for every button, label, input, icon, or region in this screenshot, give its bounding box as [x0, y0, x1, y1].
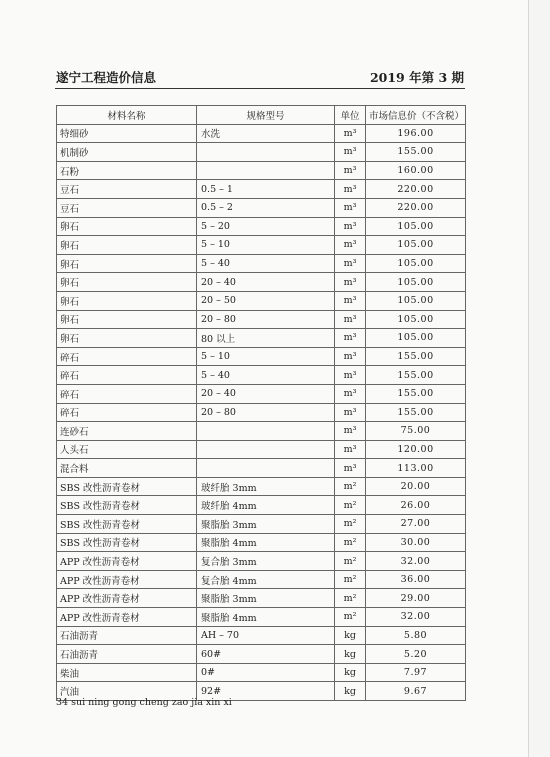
price-cell: 155.00 — [366, 143, 466, 162]
material-name-cell: 卵石 — [57, 254, 197, 273]
spec-cell: 20 – 40 — [197, 273, 335, 292]
unit-cell: m² — [335, 515, 366, 534]
price-cell: 220.00 — [366, 198, 466, 217]
spec-cell: 玻纤胎 3mm — [197, 477, 335, 496]
spec-cell: 5 – 40 — [197, 366, 335, 385]
spec-cell — [197, 161, 335, 180]
unit-cell: m³ — [335, 440, 366, 459]
material-name-cell: 石粉 — [57, 161, 197, 180]
price-cell: 5.20 — [366, 645, 466, 664]
table-row — [57, 124, 466, 143]
unit-cell: m² — [335, 496, 366, 515]
table-row — [57, 143, 466, 162]
price-cell: 105.00 — [366, 217, 466, 236]
material-name-cell: 卵石 — [57, 329, 197, 348]
unit-cell: m³ — [335, 459, 366, 478]
table-row — [57, 533, 466, 552]
spec-cell: 水洗 — [197, 124, 335, 143]
table-row — [57, 180, 466, 199]
table-row — [57, 552, 466, 571]
spec-cell: 20 – 40 — [197, 384, 335, 403]
spec-cell: 复合胎 3mm — [197, 552, 335, 571]
table-row — [57, 217, 466, 236]
page-footer: 34 sui ning gong cheng zao jia xin xi — [56, 697, 232, 708]
table-row — [57, 291, 466, 310]
price-cell: 75.00 — [366, 422, 466, 441]
unit-cell: m³ — [335, 291, 366, 310]
price-cell: 105.00 — [366, 273, 466, 292]
unit-cell: m³ — [335, 180, 366, 199]
table-row — [57, 570, 466, 589]
table-row — [57, 254, 466, 273]
table-row — [57, 347, 466, 366]
price-cell: 105.00 — [366, 291, 466, 310]
spec-cell: 复合胎 4mm — [197, 570, 335, 589]
unit-cell: m³ — [335, 124, 366, 143]
unit-cell: m² — [335, 589, 366, 608]
unit-cell: m³ — [335, 254, 366, 273]
spec-cell: AH – 70 — [197, 626, 335, 645]
price-cell: 196.00 — [366, 124, 466, 143]
unit-cell: m³ — [335, 403, 366, 422]
spec-cell — [197, 440, 335, 459]
table-row — [57, 459, 466, 478]
table-row — [57, 496, 466, 515]
price-cell: 155.00 — [366, 403, 466, 422]
spec-cell: 0# — [197, 663, 335, 682]
spec-cell: 聚脂胎 3mm — [197, 589, 335, 608]
table-row — [57, 366, 466, 385]
material-name-cell: 人头石 — [57, 440, 197, 459]
material-name-cell: APP 改性沥青卷材 — [57, 589, 197, 608]
spec-cell: 20 – 50 — [197, 291, 335, 310]
header-material-name: 材料名称 — [57, 106, 197, 125]
price-cell: 5.80 — [366, 626, 466, 645]
material-name-cell: 豆石 — [57, 180, 197, 199]
material-name-cell: SBS 改性沥青卷材 — [57, 496, 197, 515]
price-cell: 32.00 — [366, 608, 466, 627]
material-name-cell: 石油沥青 — [57, 626, 197, 645]
spec-cell — [197, 143, 335, 162]
table-row — [57, 663, 466, 682]
spec-cell: 5 – 40 — [197, 254, 335, 273]
unit-cell: kg — [335, 663, 366, 682]
unit-cell: m³ — [335, 198, 366, 217]
price-table — [56, 105, 466, 701]
material-name-cell: 碎石 — [57, 403, 197, 422]
unit-cell: m³ — [335, 143, 366, 162]
unit-cell: m³ — [335, 217, 366, 236]
material-name-cell: 混合料 — [57, 459, 197, 478]
spec-cell: 聚脂胎 4mm — [197, 608, 335, 627]
price-cell: 29.00 — [366, 589, 466, 608]
spec-cell: 92# — [197, 682, 335, 701]
material-name-cell: 卵石 — [57, 236, 197, 255]
spec-cell: 玻纤胎 4mm — [197, 496, 335, 515]
spec-cell: 60# — [197, 645, 335, 664]
material-name-cell: 特细砂 — [57, 124, 197, 143]
spec-cell — [197, 459, 335, 478]
table-row — [57, 403, 466, 422]
price-cell: 7.97 — [366, 663, 466, 682]
table-row — [57, 273, 466, 292]
table-row — [57, 236, 466, 255]
unit-cell: m² — [335, 570, 366, 589]
unit-cell: m³ — [335, 161, 366, 180]
price-cell: 155.00 — [366, 384, 466, 403]
material-name-cell: APP 改性沥青卷材 — [57, 570, 197, 589]
unit-cell: kg — [335, 626, 366, 645]
material-name-cell: 柴油 — [57, 663, 197, 682]
material-name-cell: 卵石 — [57, 273, 197, 292]
price-cell: 105.00 — [366, 254, 466, 273]
unit-cell: kg — [335, 645, 366, 664]
price-cell: 27.00 — [366, 515, 466, 534]
material-name-cell: 卵石 — [57, 217, 197, 236]
price-cell: 9.67 — [366, 682, 466, 701]
table-body — [57, 124, 466, 700]
unit-cell: m³ — [335, 273, 366, 292]
table-row — [57, 310, 466, 329]
unit-cell: m² — [335, 477, 366, 496]
spec-cell: 5 – 20 — [197, 217, 335, 236]
table-row — [57, 589, 466, 608]
price-cell: 26.00 — [366, 496, 466, 515]
header-unit: 单位 — [335, 106, 366, 125]
price-cell: 105.00 — [366, 310, 466, 329]
spec-cell: 聚脂胎 3mm — [197, 515, 335, 534]
price-cell: 160.00 — [366, 161, 466, 180]
price-cell: 105.00 — [366, 329, 466, 348]
unit-cell: m³ — [335, 329, 366, 348]
table-row — [57, 645, 466, 664]
unit-cell: m² — [335, 533, 366, 552]
unit-cell: m³ — [335, 366, 366, 385]
price-cell: 105.00 — [366, 236, 466, 255]
material-name-cell: 豆石 — [57, 198, 197, 217]
material-name-cell: 汽油 — [57, 682, 197, 701]
price-cell: 20.00 — [366, 477, 466, 496]
spec-cell: 5 – 10 — [197, 236, 335, 255]
table-row — [57, 608, 466, 627]
table-row — [57, 515, 466, 534]
unit-cell: m³ — [335, 236, 366, 255]
unit-cell: m³ — [335, 422, 366, 441]
price-cell: 155.00 — [366, 347, 466, 366]
table-row — [57, 161, 466, 180]
material-name-cell: 碎石 — [57, 366, 197, 385]
material-name-cell: 卵石 — [57, 310, 197, 329]
unit-cell: m³ — [335, 347, 366, 366]
table-row — [57, 422, 466, 441]
table-row — [57, 384, 466, 403]
unit-cell: kg — [335, 682, 366, 701]
price-cell: 120.00 — [366, 440, 466, 459]
header-price: 市场信息价（不含税） — [366, 106, 466, 125]
unit-cell: m³ — [335, 310, 366, 329]
material-name-cell: SBS 改性沥青卷材 — [57, 533, 197, 552]
spec-cell: 20 – 80 — [197, 310, 335, 329]
price-cell: 113.00 — [366, 459, 466, 478]
material-name-cell: APP 改性沥青卷材 — [57, 552, 197, 571]
spec-cell: 5 – 10 — [197, 347, 335, 366]
header-divider — [55, 88, 465, 89]
material-name-cell: 碎石 — [57, 347, 197, 366]
spec-cell: 80 以上 — [197, 329, 335, 348]
price-cell: 30.00 — [366, 533, 466, 552]
publication-title: 遂宁工程造价信息 — [56, 70, 157, 85]
header-spec: 规格型号 — [197, 106, 335, 125]
material-name-cell: 连砂石 — [57, 422, 197, 441]
material-name-cell: 卵石 — [57, 291, 197, 310]
spec-cell — [197, 422, 335, 441]
price-cell: 36.00 — [366, 570, 466, 589]
issue-number: 2019 年第 3 期 — [369, 70, 464, 85]
table-row — [57, 440, 466, 459]
spec-cell: 0.5 – 1 — [197, 180, 335, 199]
unit-cell: m² — [335, 608, 366, 627]
table-row — [57, 198, 466, 217]
spec-cell: 20 – 80 — [197, 403, 335, 422]
table-header-row — [57, 106, 466, 125]
table-row — [57, 477, 466, 496]
price-cell: 32.00 — [366, 552, 466, 571]
spec-cell: 0.5 – 2 — [197, 198, 335, 217]
material-name-cell: SBS 改性沥青卷材 — [57, 515, 197, 534]
material-name-cell: 石油沥青 — [57, 645, 197, 664]
spec-cell: 聚脂胎 4mm — [197, 533, 335, 552]
material-name-cell: 碎石 — [57, 384, 197, 403]
unit-cell: m² — [335, 552, 366, 571]
material-name-cell: 机制砂 — [57, 143, 197, 162]
material-name-cell: SBS 改性沥青卷材 — [57, 477, 197, 496]
unit-cell: m³ — [335, 384, 366, 403]
table-row — [57, 329, 466, 348]
price-cell: 220.00 — [366, 180, 466, 199]
material-name-cell: APP 改性沥青卷材 — [57, 608, 197, 627]
price-cell: 155.00 — [366, 366, 466, 385]
table-row — [57, 626, 466, 645]
